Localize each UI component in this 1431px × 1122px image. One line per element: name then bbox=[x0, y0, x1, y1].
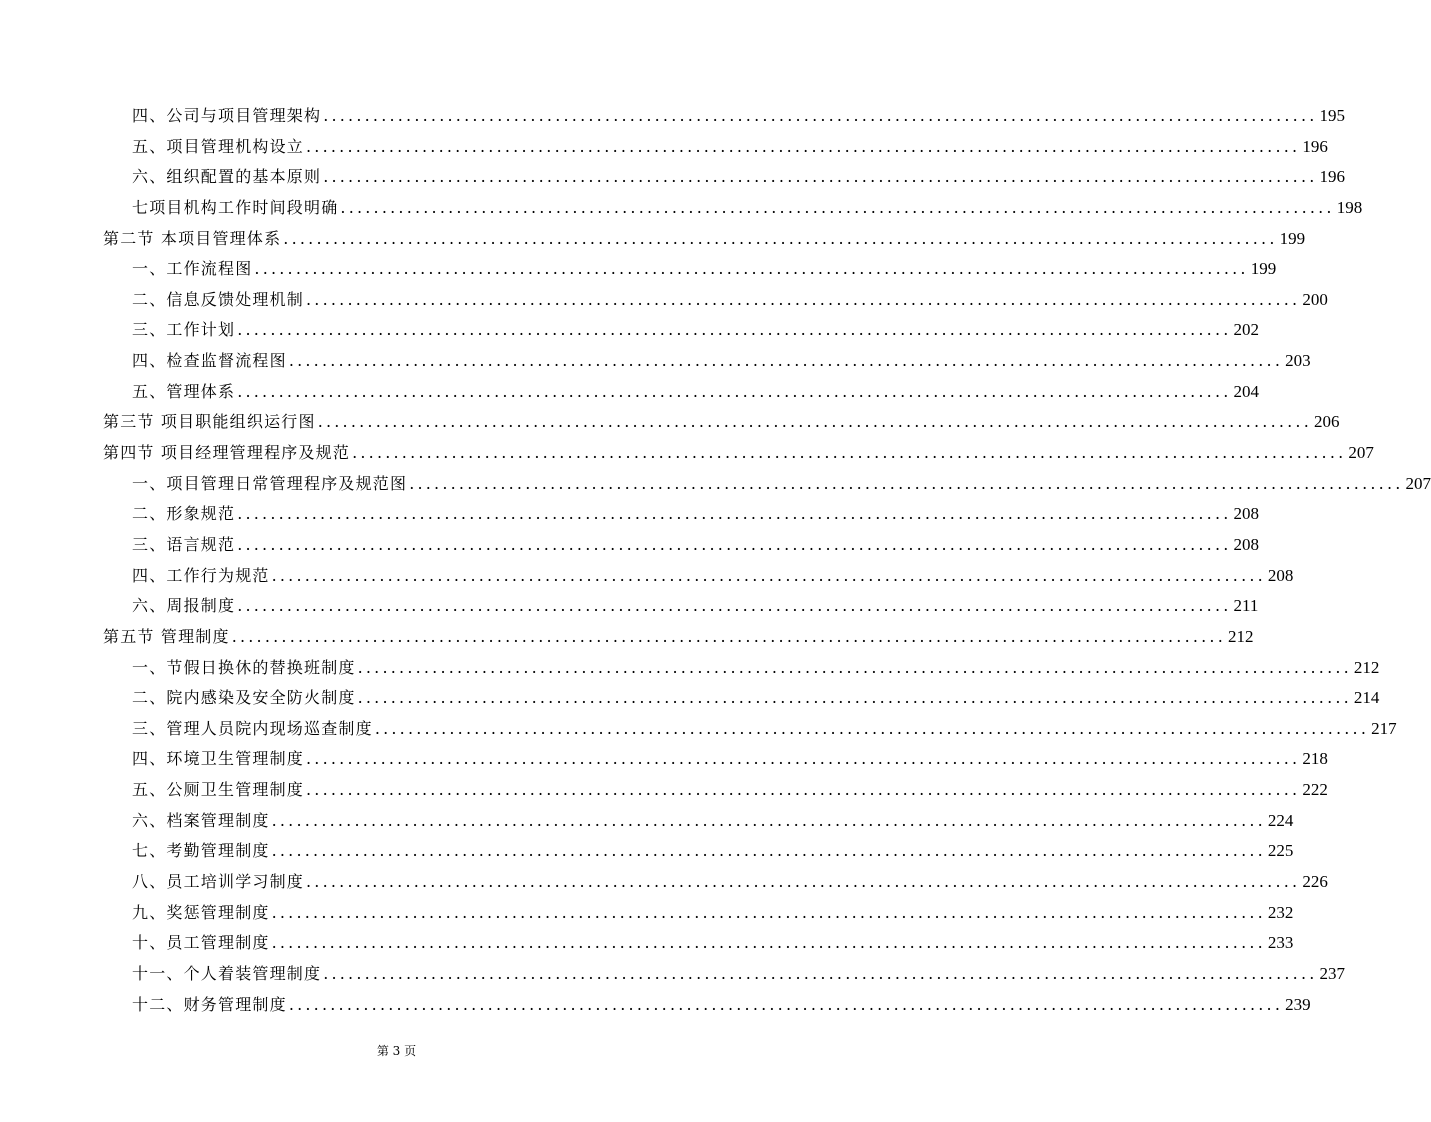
toc-entry-label: 一、工作流程图 bbox=[132, 259, 253, 279]
toc-subsection-entry[interactable] bbox=[103, 744, 1328, 775]
toc-subsection-entry[interactable] bbox=[103, 285, 1328, 316]
toc-subsection-entry[interactable] bbox=[103, 132, 1328, 163]
toc-subsection-entry[interactable] bbox=[103, 561, 1294, 592]
toc-subsection-entry[interactable] bbox=[103, 653, 1380, 684]
toc-leader-dots: ........................................................................................................................ bbox=[271, 933, 1266, 953]
toc-entry-page-number: 196 bbox=[1302, 136, 1328, 156]
toc-entry-page-number: 237 bbox=[1319, 963, 1346, 983]
toc-subsection-entry[interactable] bbox=[103, 469, 1431, 500]
toc-entry-page-number: 199 bbox=[1279, 228, 1306, 248]
toc-entry-page-number: 208 bbox=[1233, 504, 1260, 524]
toc-entry-page-number: 202 bbox=[1233, 320, 1260, 340]
toc-entry-page-number: 200 bbox=[1302, 289, 1328, 309]
toc-subsection-entry[interactable] bbox=[103, 346, 1311, 377]
toc-entry-page-number: 207 bbox=[1348, 443, 1374, 463]
toc-entry-label: 二、形象规范 bbox=[132, 504, 236, 524]
toc-entry-label: 七、考勤管理制度 bbox=[132, 841, 270, 861]
toc-leader-dots: ........................................................................................................................ bbox=[237, 320, 1232, 340]
toc-leader-dots: ........................................................................................................................ bbox=[288, 994, 1284, 1014]
toc-entry-page-number: 211 bbox=[1233, 596, 1259, 616]
toc-entry-label: 五、管理体系 bbox=[132, 381, 236, 401]
toc-subsection-entry[interactable] bbox=[103, 898, 1294, 929]
toc-entry-page-number: 239 bbox=[1285, 994, 1311, 1014]
toc-subsection-entry[interactable] bbox=[103, 959, 1346, 990]
toc-entry-label: 六、周报制度 bbox=[132, 596, 236, 616]
toc-leader-dots: ........................................................................................................................ bbox=[271, 810, 1266, 830]
page-footer bbox=[0, 1042, 793, 1059]
toc-entry-label: 四、工作行为规范 bbox=[132, 565, 270, 585]
toc-entry-page-number: 208 bbox=[1267, 565, 1294, 585]
toc-leader-dots: ........................................................................................................................ bbox=[237, 534, 1232, 554]
table-of-contents bbox=[103, 101, 1431, 1020]
toc-entry-page-number: 232 bbox=[1267, 902, 1294, 922]
toc-entry-page-number: 212 bbox=[1228, 626, 1254, 646]
toc-entry-page-number: 196 bbox=[1319, 167, 1346, 187]
toc-leader-dots: ........................................................................................................................ bbox=[357, 657, 1352, 677]
toc-entry-label: 九、奖惩管理制度 bbox=[132, 902, 270, 922]
toc-subsection-entry[interactable] bbox=[103, 836, 1294, 867]
toc-entry-page-number: 217 bbox=[1371, 718, 1397, 738]
toc-entry-label: 六、档案管理制度 bbox=[132, 810, 270, 830]
toc-leader-dots: ........................................................................................................................ bbox=[271, 565, 1266, 585]
toc-entry-page-number: 224 bbox=[1267, 810, 1294, 830]
toc-entry-label: 四、环境卫生管理制度 bbox=[132, 749, 305, 769]
toc-entry-page-number: 206 bbox=[1314, 412, 1340, 432]
toc-entry-label: 三、工作计划 bbox=[132, 320, 236, 340]
toc-entry-label: 四、检查监督流程图 bbox=[132, 351, 287, 371]
toc-entry-label: 第五节 管理制度 bbox=[103, 626, 230, 646]
toc-leader-dots: ........................................................................................................................ bbox=[352, 443, 1347, 463]
toc-entry-label: 十、员工管理制度 bbox=[132, 933, 270, 953]
toc-entry-page-number: 199 bbox=[1250, 259, 1277, 279]
toc-subsection-entry[interactable] bbox=[103, 867, 1328, 898]
toc-entry-page-number: 207 bbox=[1405, 473, 1431, 493]
toc-leader-dots: ........................................................................................................................ bbox=[374, 718, 1370, 738]
toc-leader-dots: ........................................................................................................................ bbox=[288, 351, 1284, 371]
toc-leader-dots: ........................................................................................................................ bbox=[237, 504, 1232, 524]
toc-subsection-entry[interactable] bbox=[103, 315, 1260, 346]
toc-leader-dots: ........................................................................................................................ bbox=[306, 136, 1301, 156]
toc-entry-page-number: 208 bbox=[1233, 534, 1260, 554]
toc-entry-page-number: 204 bbox=[1233, 381, 1260, 401]
toc-leader-dots: ........................................................................................................................ bbox=[409, 473, 1404, 493]
toc-leader-dots: ........................................................................................................................ bbox=[306, 872, 1301, 892]
toc-entry-label: 第四节 项目经理管理程序及规范 bbox=[103, 443, 351, 463]
toc-leader-dots: ........................................................................................................................ bbox=[340, 197, 1335, 217]
toc-leader-dots: ........................................................................................................................ bbox=[254, 259, 1249, 279]
toc-entry-page-number: 198 bbox=[1336, 197, 1363, 217]
toc-entry-label: 五、公厕卫生管理制度 bbox=[132, 780, 305, 800]
toc-entry-page-number: 222 bbox=[1302, 780, 1328, 800]
toc-entry-label: 八、员工培训学习制度 bbox=[132, 872, 305, 892]
toc-entry-label: 七项目机构工作时间段明确 bbox=[132, 197, 339, 217]
toc-entry-label: 三、语言规范 bbox=[132, 534, 236, 554]
toc-leader-dots: ........................................................................................................................ bbox=[271, 902, 1266, 922]
toc-subsection-entry[interactable] bbox=[103, 162, 1346, 193]
toc-subsection-entry[interactable] bbox=[103, 775, 1328, 806]
toc-leader-dots: ........................................................................................................................ bbox=[231, 626, 1226, 646]
toc-subsection-entry[interactable] bbox=[103, 254, 1277, 285]
toc-leader-dots: ........................................................................................................................ bbox=[323, 167, 1318, 187]
toc-leader-dots: ........................................................................................................................ bbox=[323, 963, 1318, 983]
toc-subsection-entry[interactable] bbox=[103, 928, 1294, 959]
toc-entry-page-number: 226 bbox=[1302, 872, 1328, 892]
toc-entry-label: 五、项目管理机构设立 bbox=[132, 136, 305, 156]
toc-entry-page-number: 212 bbox=[1353, 657, 1380, 677]
toc-leader-dots: ........................................................................................................................ bbox=[283, 228, 1278, 248]
toc-entry-label: 十一、个人着装管理制度 bbox=[132, 963, 322, 983]
toc-entry-page-number: 195 bbox=[1319, 106, 1346, 125]
toc-entry-label: 第三节 项目职能组织运行图 bbox=[103, 412, 316, 432]
toc-entry-page-number: 225 bbox=[1267, 841, 1294, 861]
toc-section-entry[interactable] bbox=[103, 622, 1254, 653]
toc-leader-dots: ........................................................................................................................ bbox=[306, 780, 1301, 800]
toc-subsection-entry[interactable] bbox=[103, 683, 1380, 714]
toc-entry-label: 二、院内感染及安全防火制度 bbox=[132, 688, 356, 708]
toc-entry-label: 一、项目管理日常管理程序及规范图 bbox=[132, 473, 408, 493]
toc-entry-label: 四、公司与项目管理架构 bbox=[132, 106, 322, 125]
toc-entry-label: 十二、财务管理制度 bbox=[132, 994, 287, 1014]
page-number: 第 3 页 bbox=[376, 1044, 417, 1058]
toc-entry-page-number: 203 bbox=[1285, 351, 1311, 371]
toc-leader-dots: ........................................................................................................................ bbox=[306, 749, 1301, 769]
toc-entry-label: 二、信息反馈处理机制 bbox=[132, 289, 305, 309]
toc-subsection-entry[interactable] bbox=[103, 193, 1363, 224]
toc-leader-dots: ........................................................................................................................ bbox=[237, 381, 1232, 401]
toc-leader-dots: ........................................................................................................................ bbox=[323, 106, 1318, 125]
toc-section-entry[interactable] bbox=[103, 407, 1340, 438]
toc-entry-label: 六、组织配置的基本原则 bbox=[132, 167, 322, 187]
toc-entry-label: 一、节假日换休的替换班制度 bbox=[132, 657, 356, 677]
toc-section-entry[interactable] bbox=[103, 224, 1306, 255]
toc-leader-dots: ........................................................................................................................ bbox=[271, 841, 1266, 861]
toc-subsection-entry[interactable] bbox=[103, 591, 1259, 622]
toc-entry-page-number: 214 bbox=[1353, 688, 1380, 708]
toc-subsection-entry[interactable] bbox=[103, 377, 1260, 408]
toc-subsection-entry[interactable] bbox=[103, 530, 1260, 561]
toc-leader-dots: ........................................................................................................................ bbox=[306, 289, 1301, 309]
toc-leader-dots: ........................................................................................................................ bbox=[237, 596, 1232, 616]
toc-subsection-entry[interactable] bbox=[103, 806, 1294, 837]
toc-leader-dots: ........................................................................................................................ bbox=[317, 412, 1312, 432]
toc-subsection-entry[interactable] bbox=[103, 101, 1346, 132]
toc-section-entry[interactable] bbox=[103, 438, 1374, 469]
toc-entry-label: 第二节 本项目管理体系 bbox=[103, 228, 282, 248]
toc-leader-dots: ........................................................................................................................ bbox=[357, 688, 1352, 708]
toc-entry-label: 三、管理人员院内现场巡查制度 bbox=[132, 718, 373, 738]
toc-subsection-entry[interactable] bbox=[103, 714, 1397, 745]
toc-entry-page-number: 233 bbox=[1267, 933, 1294, 953]
toc-subsection-entry[interactable] bbox=[103, 499, 1260, 530]
toc-entry-page-number: 218 bbox=[1302, 749, 1328, 769]
toc-subsection-entry[interactable] bbox=[103, 990, 1311, 1021]
